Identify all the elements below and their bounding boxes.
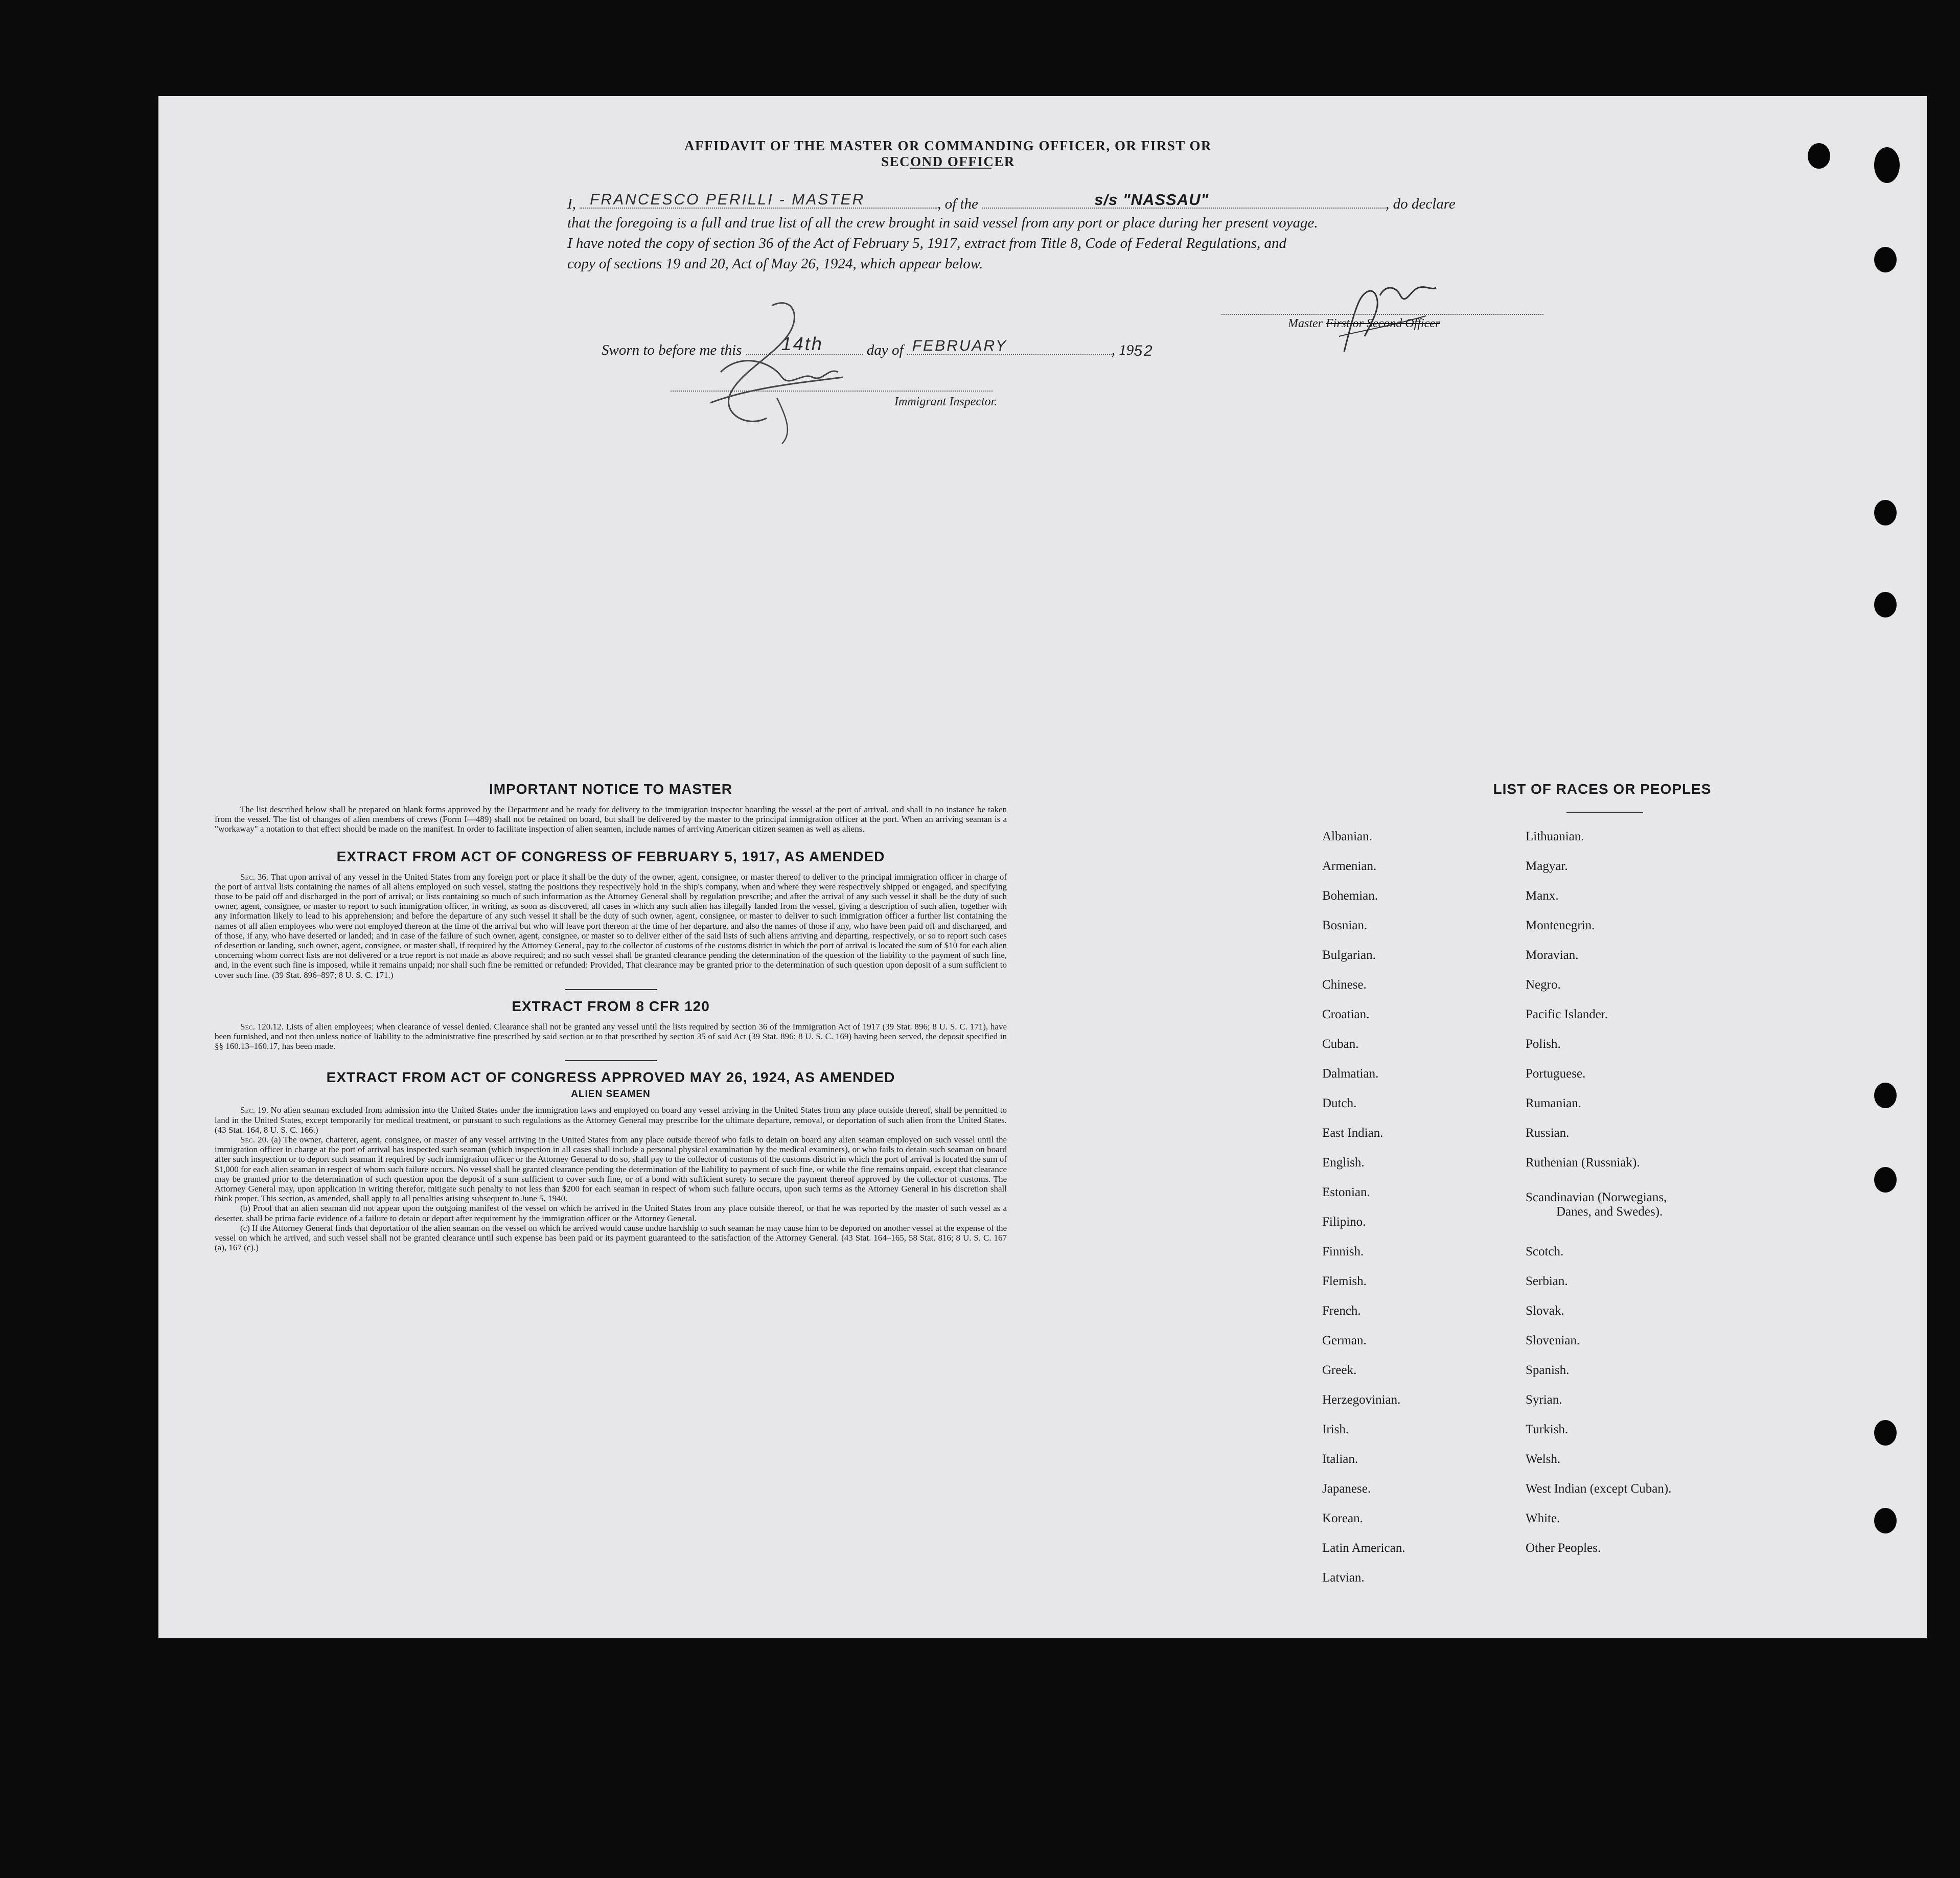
race-item: Latin American. <box>1322 1541 1405 1555</box>
race-item: Dutch. <box>1322 1096 1357 1110</box>
sec-19-label: Sec. 19. <box>240 1105 268 1115</box>
race-item: Other Peoples. <box>1526 1541 1601 1555</box>
extract-cfr-body: Lists of alien employees; when clearance of vessel denied. Clearance shall not be granted any vessel until the lists required by section 36 of the Immigration Act of 1917 (39 Stat. 896; 8 U. S. C. 171), have been furnished, and not then unless notice of liability to the administrative fine prescribed by said section or to that prescribed by section 35 of said Act (39 Stat. 896; 8 U. S. C. 169) having been served, the deposit specified in §§ 160.13–160.17, has been made. <box>215 1021 1007 1051</box>
inspector-signature-icon <box>649 295 884 449</box>
race-item: Bulgarian. <box>1322 948 1376 962</box>
race-item: Pacific Islander. <box>1526 1007 1608 1021</box>
inspector-signature-line <box>671 391 993 392</box>
extract-cfr-title: EXTRACT FROM 8 CFR 120 <box>512 998 710 1014</box>
divider <box>910 168 991 169</box>
sec-19-body: No alien seaman excluded from admission into the United States under the immigration laws and employed on board any vessel arriving in the United States from any place outside thereof, shall be permitted to land in the United States, except temporarily for medical treatment, or pursuant to such regulations as the Attorney General may prescribe for the ultimate departure, removal, or deportation of such alien from the United States. (43 Stat. 164, 8 U. S. C. 166.) <box>215 1105 1007 1135</box>
race-item: Estonian. <box>1322 1185 1370 1199</box>
race-item: English. <box>1322 1156 1365 1170</box>
sec-36-label: Sec. 36. <box>240 872 269 882</box>
race-item: Bosnian. <box>1322 919 1368 932</box>
race-item: Cuban. <box>1322 1037 1359 1051</box>
race-item: Manx. <box>1526 889 1559 903</box>
race-item: East Indian. <box>1322 1126 1383 1140</box>
punch-hole <box>1808 143 1830 169</box>
race-item: Latvian. <box>1322 1571 1365 1585</box>
race-item: Magyar. <box>1526 859 1568 873</box>
race-item: German. <box>1322 1334 1367 1347</box>
vessel-name-field: s/s "NASSAU" <box>1094 191 1209 209</box>
race-item: Slovenian. <box>1526 1334 1580 1347</box>
sworn-year-field: 52 <box>1134 342 1154 359</box>
race-item: Polish. <box>1526 1037 1561 1051</box>
sec-20c-body: (c) If the Attorney General finds that deportation of the alien seaman on the vessel on which he arrived would cause undue hardship to such seaman he may cause him to be deported on another vessel at the expense of the vessel on which he arrived, and such vessel shall not be granted clearance until such expense has been paid or its payment guaranteed to the satisfaction of the Attorney General. (43 Stat. 164–165, 58 Stat. 816; 8 U. S. C. 167 (a), 167 (c).) <box>215 1223 1007 1253</box>
race-item: Finnish. <box>1322 1245 1364 1258</box>
extract-1917-body: That upon arrival of any vessel in the United States from any foreign port or place it shall be the duty of the owner, agent, consignee, or master thereof to deliver to the principal immigration officer in charge of the port of arrival lists containing the names of all aliens employed on such vessel, stating the positions they respectively hold in the ship's company, when and where they were respectively shipped or engaged, and specifying those to be paid off and discharged in the port of arrival; or lists containing so much of such information as the Attorney General shall by regulation prescribe; and after the arrival of any such vessel it shall be the duty of such owner, agent, consignee, or master to report to such immigration officer, in writing, as soon as discovered, all cases in which any such alien has illegally landed from the vessel, giving a description of such alien, together with any information likely to lead to his apprehension; and before the departure of any such vessel it shall be the duty of such owner, agent, consignee, or master to deliver to such immigration officer a further list containing the names of all alien employees who were not employed thereon at the time of the arrival but who will leave port thereon at the time of her departure, and also the names of those if any, who have been paid off and discharged, and of those, if any, who have deserted or landed; and in case of the failure of such owner, agent, consignee, or master so to deliver either of the said lists of such aliens arriving and departing, respectively, or so to report such cases of desertion or landing, such owner, agent, consignee, or master shall, if required by the Attorney General, pay to the collector of customs of the customs district in which the port of arrival is located the sum of $10 for each alien concerning whom correct lists are not delivered or a true report is not made as above required; and no such vessel shall be granted clearance pending the determination of the question of the liability to the payment of such fine, and, in the event such fine is imposed, while it remains unpaid; nor shall such fine be remitted or refunded: Provided, That clearance may be granted prior to the determination of such question upon deposit of a sum sufficient to cover such fine. (39 Stat. 896–897; 8 U. S. C. 171.) <box>215 872 1007 980</box>
race-item: Serbian. <box>1526 1274 1568 1288</box>
divider <box>1566 812 1643 813</box>
do-declare-label: , do declare <box>1386 196 1456 212</box>
affidavit-title: AFFIDAVIT OF THE MASTER OR COMMANDING OFFICER, OR FIRST OR SECOND OFFICER <box>684 138 1212 169</box>
race-item: Chinese. <box>1322 978 1367 992</box>
declaration-line-2: that the foregoing is a full and true list of all the crew brought in said vessel from any port or place during her present voyage. <box>567 215 1318 231</box>
affidavit-declaration <box>567 191 1554 276</box>
punch-hole <box>1874 1167 1897 1193</box>
race-item: Scandinavian (Norwegians, <box>1526 1190 1667 1204</box>
races-title: LIST OF RACES OR PEOPLES <box>1493 781 1712 797</box>
race-item: Dalmatian. <box>1322 1067 1379 1081</box>
master-signature-line <box>1221 314 1543 315</box>
sec-120-12-label: Sec. 120.12. <box>240 1021 284 1032</box>
notice-body: The list described below shall be prepared on blank forms approved by the Department and be ready for delivery to the immigration inspector boarding the vessel at the port of arrival, and shall in no instance be taken from the vessel. The list of changes of alien members of crews (Form I—489) shall not be retained on board, but shall be delivered by the master to the principal immigration officer at the port. When an arriving seaman is a "workaway" a notation to that effect should be made on the manifest. In order to facilitate inspection of alien seamen, include names of arriving American citizen seamen as well as aliens. <box>215 805 1007 834</box>
punch-hole <box>1874 592 1897 617</box>
race-item: White. <box>1526 1511 1560 1525</box>
sworn-month-field: FEBRUARY <box>912 337 1008 354</box>
notice-title: IMPORTANT NOTICE TO MASTER <box>489 781 733 797</box>
sworn-prefix: Sworn to before me this <box>602 342 742 358</box>
inspector-label: Immigrant Inspector. <box>894 395 998 408</box>
race-item: Japanese. <box>1322 1482 1371 1496</box>
race-item: Rumanian. <box>1526 1096 1582 1110</box>
of-the-label: , of the <box>937 196 978 212</box>
race-item: Spanish. <box>1526 1363 1570 1377</box>
race-item: Scotch. <box>1526 1245 1564 1258</box>
race-item: Negro. <box>1526 978 1561 992</box>
sworn-day-field: 14th <box>781 333 823 354</box>
officer-label-struck: First or Second Officer <box>1326 317 1440 330</box>
master-title-label <box>1288 317 1440 331</box>
divider <box>565 1060 657 1061</box>
race-item: French. <box>1322 1304 1361 1318</box>
divider <box>565 989 657 990</box>
race-item: Turkish. <box>1526 1423 1569 1436</box>
punch-hole <box>1874 247 1897 272</box>
race-item: Italian. <box>1322 1452 1358 1466</box>
master-label: Master <box>1288 317 1323 330</box>
extract-1924-title: EXTRACT FROM ACT OF CONGRESS APPROVED MAY 26, 1924, AS AMENDED <box>326 1069 895 1086</box>
race-item: Moravian. <box>1526 948 1579 962</box>
race-item: Russian. <box>1526 1126 1570 1140</box>
punch-hole <box>1874 1420 1897 1446</box>
extract-1917-title: EXTRACT FROM ACT OF CONGRESS OF FEBRUARY 5, 1917, AS AMENDED <box>336 848 885 864</box>
race-item: Croatian. <box>1322 1007 1370 1021</box>
punch-hole <box>1874 1083 1897 1108</box>
race-item: Filipino. <box>1322 1215 1366 1229</box>
race-item: Armenian. <box>1322 859 1377 873</box>
punch-hole <box>1874 147 1900 183</box>
declarant-name-field: FRANCESCO PERILLI - MASTER <box>590 191 865 208</box>
race-item: Ruthenian (Russniak). <box>1526 1156 1640 1170</box>
sec-20a-body: (a) The owner, charterer, agent, consignee, or master of any vessel arriving in the United States from any place outside thereof who fails to detain on board any alien seaman employed on such vessel until the immigration officer in charge at the port of arrival has inspected such seaman (which inspection in all cases shall include a personal physical examination by the medical examiners), or who fails to detain such seaman on board after such inspection or to deport such seaman if required by such immigration officer or the Attorney General to do so, shall pay to the collector of customs of the customs district in which the port of arrival is located the sum of $1,000 for each alien seaman in respect of whom such failure occurs. No vessel shall be granted clearance pending the determination of the liability to payment of such fine, or while the fine remains unpaid, except that clearance may be granted prior to the determination of such question upon the deposit of a sum sufficient to cover such fine, or of a bond with sufficient surety to secure the payment thereof approved by the collector of customs. The Attorney General may, upon application in writing therefor, mitigate such penalty to not less than $200 for each seaman in respect of whom such failure occurs, upon such terms as the Attorney General in his discretion shall think proper. This section, as amended, shall apply to all penalties arising subsequent to June 5, 1940. <box>215 1135 1007 1204</box>
race-item: Irish. <box>1322 1423 1349 1436</box>
race-item: Slovak. <box>1526 1304 1564 1318</box>
race-item: Syrian. <box>1526 1393 1562 1407</box>
legal-text-column <box>215 781 1007 1253</box>
race-item: Flemish. <box>1322 1274 1367 1288</box>
race-item: Korean. <box>1322 1511 1363 1525</box>
race-item: Welsh. <box>1526 1452 1561 1466</box>
document-page <box>158 96 1927 1638</box>
alien-seamen-subtitle: ALIEN SEAMEN <box>571 1089 651 1100</box>
declaration-line-4: copy of sections 19 and 20, Act of May 26, 1924, which appear below. <box>567 256 983 272</box>
year-prefix: , 19 <box>1111 342 1134 358</box>
race-item: Portuguese. <box>1526 1067 1586 1081</box>
race-item: Danes, and Swedes). <box>1556 1205 1663 1219</box>
race-item: Bohemian. <box>1322 889 1378 903</box>
day-of-label: day of <box>866 342 904 358</box>
punch-hole <box>1874 500 1897 525</box>
race-item: Herzegovinian. <box>1322 1393 1401 1407</box>
sec-20-label: Sec. 20. <box>240 1135 269 1145</box>
declaration-line-3: I have noted the copy of section 36 of the Act of February 5, 1917, extract from Title 8, Code of Federal Regulations, and <box>567 235 1287 251</box>
race-item: Lithuanian. <box>1526 830 1584 843</box>
declaration-prefix: I, <box>567 196 576 212</box>
punch-hole <box>1874 1508 1897 1533</box>
race-item: Montenegrin. <box>1526 919 1595 932</box>
sec-20b-body: (b) Proof that an alien seaman did not appear upon the outgoing manifest of the vessel on which he arrived in the United States from any place outside thereof, or that he was reported by the master of such vessel as a deserter, shall be prima facie evidence of a failure to detain or deport after requirement by the immigration officer or the Attorney General. <box>215 1203 1007 1223</box>
race-item: Greek. <box>1322 1363 1357 1377</box>
race-item: Albanian. <box>1322 830 1372 843</box>
race-item: West Indian (except Cuban). <box>1526 1482 1672 1496</box>
